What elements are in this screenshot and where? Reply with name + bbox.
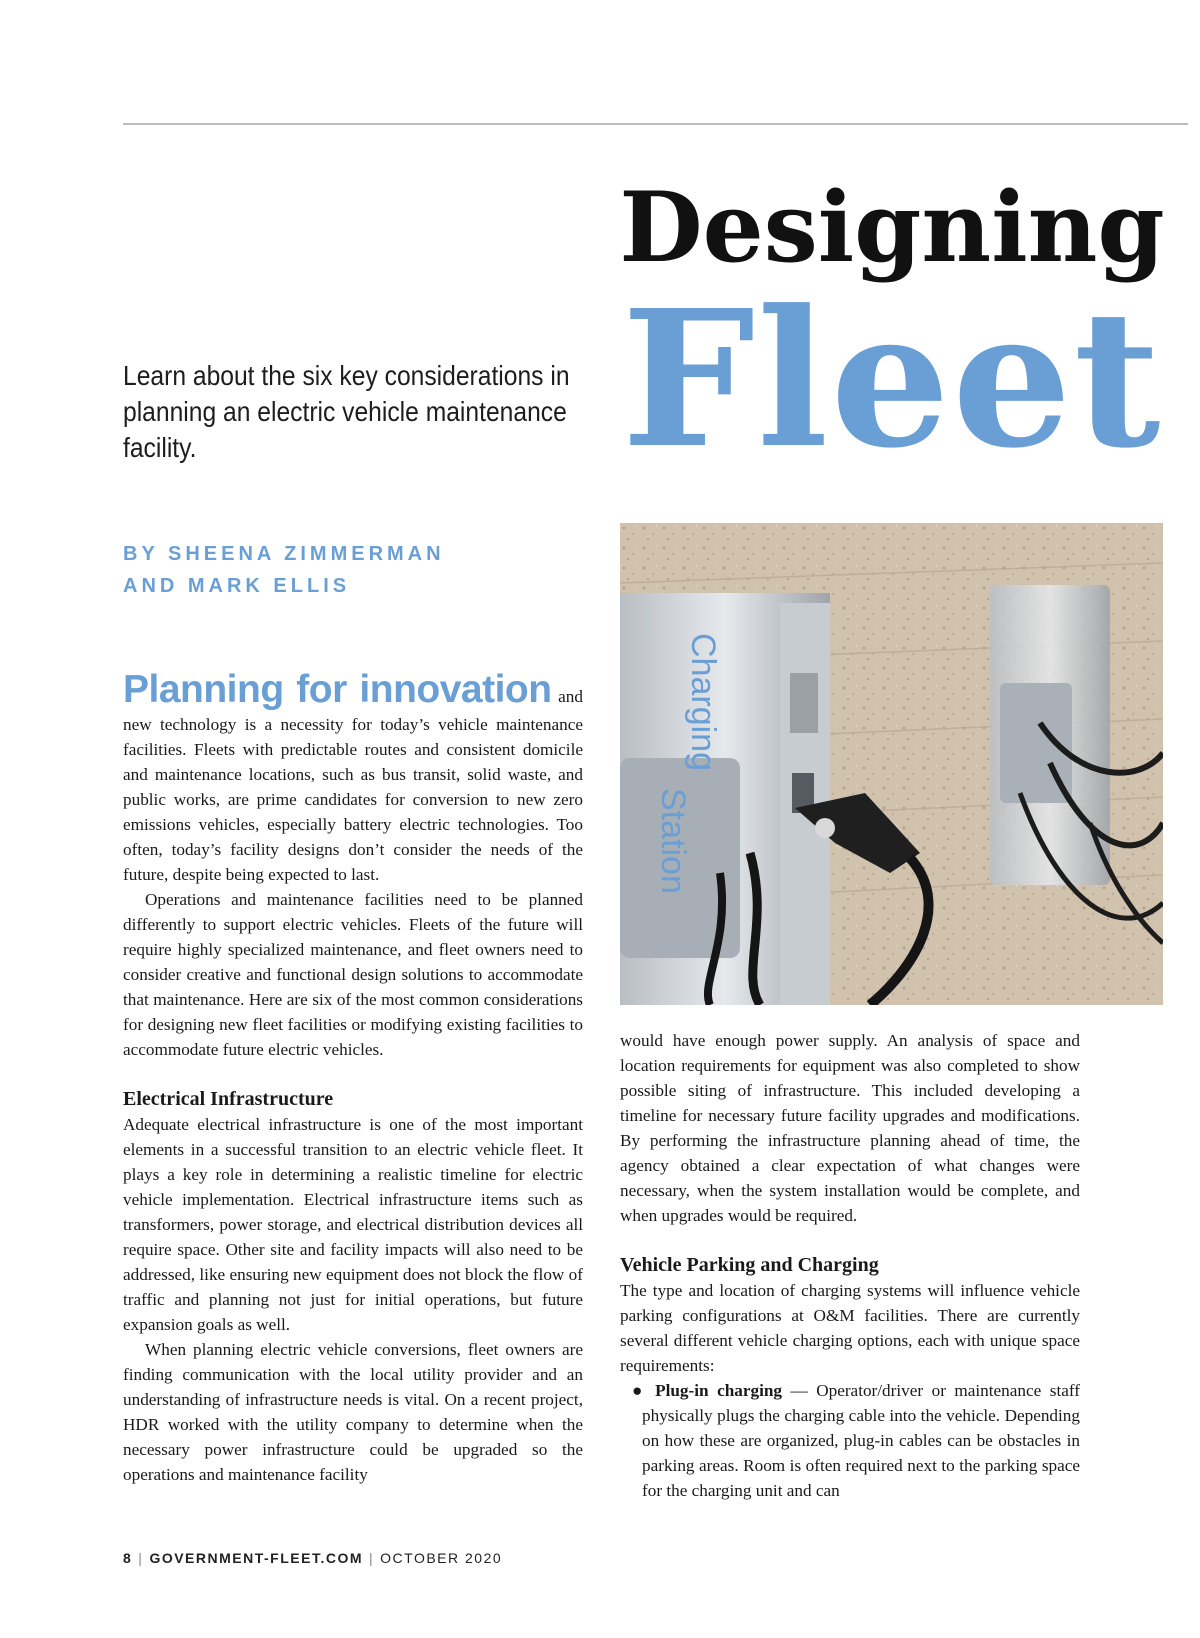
paragraph-2: Operations and maintenance facilities need to be planned differently to support electric vehicles. Fleets of the future will require highly specialized maintenance, and fleet owners need to consider creative and functional design solutions to accommodate that maintenance. Here are six of the most common considerations for designing new fleet facilities or modifying existing facilities to accommodate future electric vehicles.	[123, 890, 583, 1059]
right-column	[620, 1028, 1080, 1503]
top-rule	[123, 123, 1188, 125]
bullet-list	[620, 1378, 1080, 1503]
sign-text-charging: Charging	[684, 633, 722, 771]
bullet-term: Plug-in charging	[655, 1381, 783, 1400]
sign-text-station: Station	[654, 788, 692, 894]
heading-vehicle-parking-charging: Vehicle Parking and Charging	[620, 1254, 879, 1276]
page-footer: 8 | GOVERNMENT-FLEET.COM | OCTOBER 2020	[123, 1550, 503, 1566]
paragraph-5: would have enough power supply. An analysis of space and location requirements for equipment was also completed to show possible siting of infrastructure. This included developing a timeline for necessary future facility upgrades and modifications. By performing the infrastructure planning ahead of time, the agency obtained a clear expectation of what changes were necessary, when the system installation would be complete, and when upgrades would be required.	[620, 1031, 1080, 1225]
lead-in: Planning for innovation	[123, 668, 552, 711]
bullet-text: — Operator/driver or maintenance staff physically plugs the charging cable into the vehicle. Depending on how these are organized, plug-in cables can be obstacles in parking areas. Room is often required next to the parking space for the charging unit and can	[642, 1381, 1080, 1500]
page-number: 8	[123, 1550, 133, 1566]
paragraph-6: The type and location of charging systems will influence vehicle parking configurations at O&M facilities. There are currently several different vehicle charging options, each with unique space requirements:	[620, 1281, 1080, 1375]
paragraph-4: When planning electric vehicle conversions, fleet owners are finding communication with the local utility provider and an understanding of infrastructure needs is vital. On a recent project, HDR worked with the utility company to determine when the necessary power infrastructure could be upgraded so the operations and maintenance facility	[123, 1340, 583, 1484]
paragraph-3: Adequate electrical infrastructure is one of the most important elements in a successful transition to an electric vehicle fleet. It plays a key role in determining a realistic timeline for electric vehicle implementation. Electrical infrastructure items such as transformers, power storage, and electrical distribution devices all require space. Other site and facility impacts will also need to be addressed, like ensuring new equipment does not block the flow of traffic and planning not just for initial operations, but future expansion goals as well.	[123, 1115, 583, 1334]
byline	[123, 538, 445, 602]
headline-line1: Designing	[619, 171, 1165, 284]
headline-line2: Fleet	[621, 269, 1163, 490]
headline	[612, 171, 1172, 490]
footer-site: GOVERNMENT-FLEET.COM	[149, 1550, 363, 1566]
bullet-item	[632, 1378, 1080, 1503]
paragraph-1-text: and new technology is a necessity for today’s vehicle maintenance facilities. Fleets with predictable routes and consistent domicile and maintenance locations, such as bus transit, solid waste, and public works, are prime candidates for conversion to new zero emissions vehicles, especially battery electric technologies. Too often, today’s facility designs don’t consider the needs of the future, despite being expected to last.	[123, 687, 583, 884]
byline-line2: AND MARK ELLIS	[123, 575, 351, 597]
byline-line1: BY SHEENA ZIMMERMAN	[123, 543, 445, 565]
bullet-mark: ●	[632, 1381, 647, 1400]
footer-issue: OCTOBER 2020	[380, 1550, 503, 1566]
left-column	[123, 668, 583, 1487]
ev-charging-station-photo	[620, 523, 1163, 1005]
deck-subtitle: Learn about the six key considerations in planning an electric vehicle maintenance facility.	[123, 360, 570, 463]
heading-electrical-infrastructure: Electrical Infrastructure	[123, 1088, 334, 1110]
paragraph-1	[123, 668, 583, 887]
